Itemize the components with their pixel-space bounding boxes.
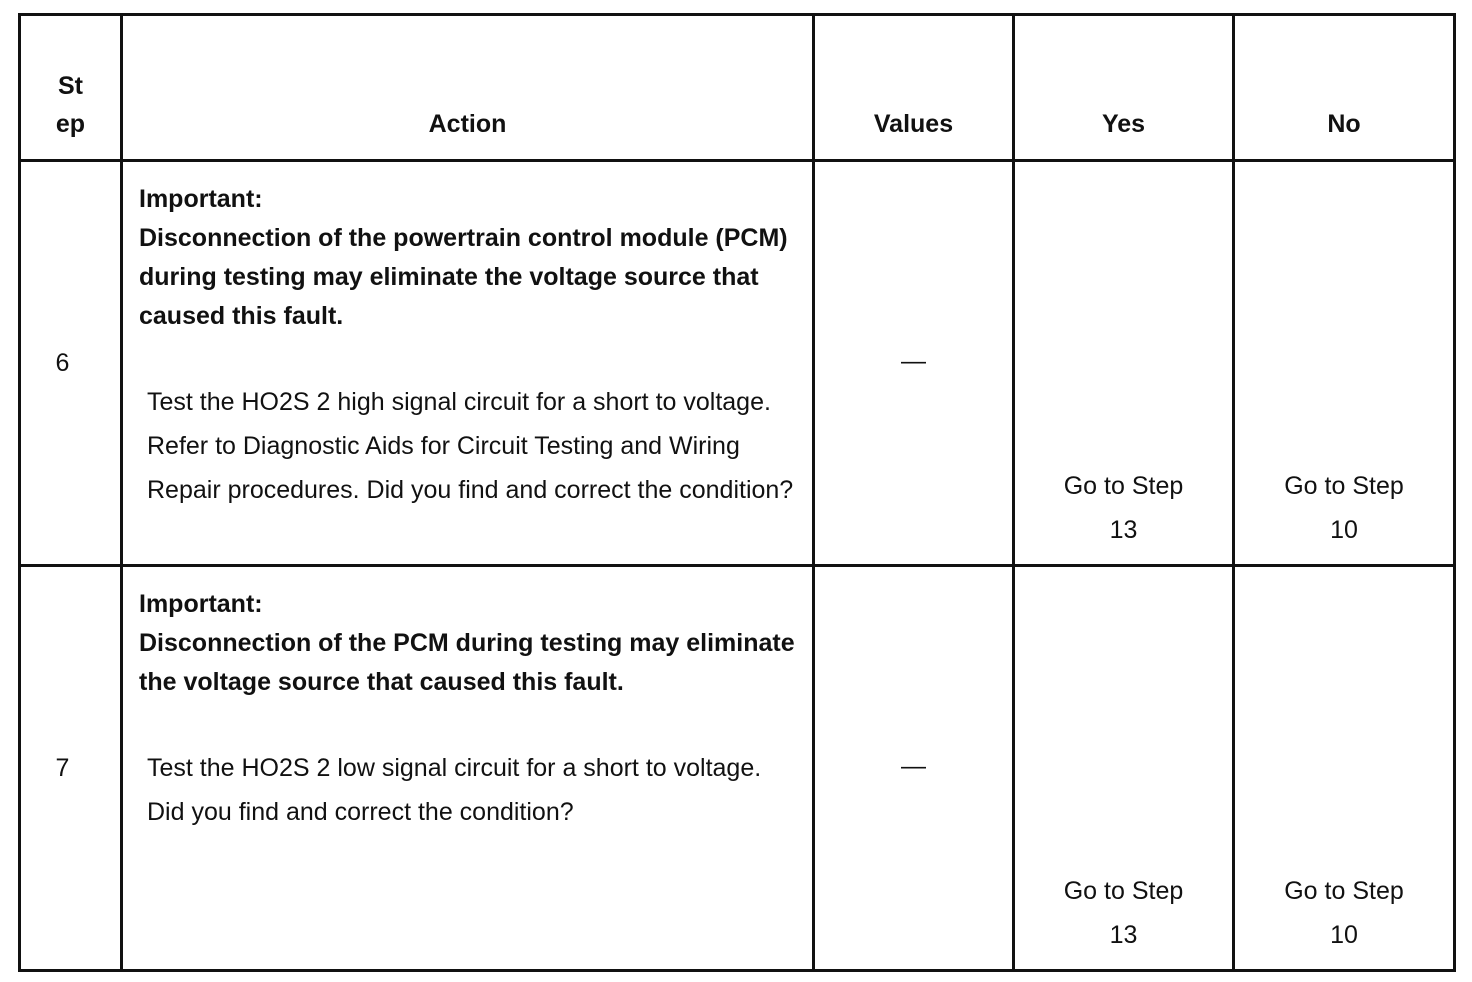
header-yes: Yes (1014, 15, 1234, 161)
header-step-line2: ep (55, 110, 86, 138)
value-cell: — (814, 566, 1014, 971)
header-step (20, 15, 122, 161)
no-link[interactable]: Go to Step 10 (1284, 877, 1404, 949)
important-text: Disconnection of the PCM during testing may eliminate the voltage source that caused this fault. (139, 629, 795, 696)
header-values: Values (814, 15, 1014, 161)
header-action: Action (122, 15, 814, 161)
table-row (20, 566, 1455, 971)
step-number: 7 (20, 566, 122, 971)
instruction-text: Test the HO2S 2 high signal circuit for a short to voltage. Refer to Diagnostic Aids for Circuit Testing and Wiring Repair procedures. Did you find and correct the condition? (147, 388, 794, 504)
step-number: 6 (20, 161, 122, 566)
value-cell: — (814, 161, 1014, 566)
action-cell (122, 566, 814, 971)
important-label: Important: (139, 590, 263, 618)
yes-link[interactable]: Go to Step 13 (1063, 472, 1184, 544)
no-cell (1234, 566, 1455, 971)
header-no: No (1234, 15, 1455, 161)
instruction-text: Test the HO2S 2 low signal circuit for a short to voltage. Did you find and correct the condition? (147, 754, 762, 826)
no-cell (1234, 161, 1455, 566)
table-row (20, 161, 1455, 566)
header-row (20, 15, 1455, 161)
diagnostic-table (18, 13, 1456, 972)
header-step-line1: St (58, 72, 83, 100)
important-text: Disconnection of the powertrain control module (PCM) during testing may eliminate the voltage source that caused this fault. (139, 224, 788, 330)
no-link[interactable]: Go to Step 10 (1284, 472, 1404, 544)
yes-cell (1014, 161, 1234, 566)
yes-cell (1014, 566, 1234, 971)
action-cell (122, 161, 814, 566)
important-note (139, 585, 798, 702)
important-label: Important: (139, 185, 263, 213)
important-note (139, 180, 798, 336)
yes-link[interactable]: Go to Step 13 (1063, 877, 1184, 949)
